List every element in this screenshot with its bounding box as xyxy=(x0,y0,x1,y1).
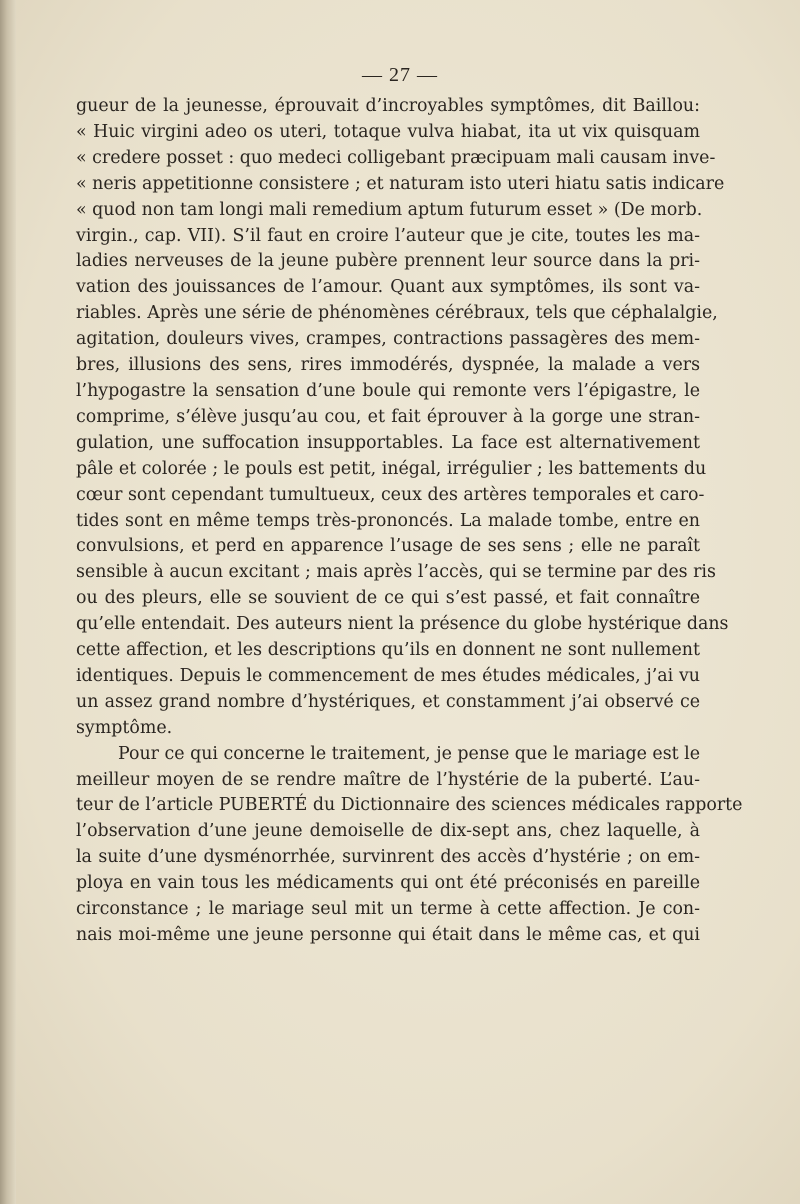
text-line: meilleur moyen de se rendre maître de l’hystérie de la puberté. L’au- xyxy=(76,769,700,790)
text-line: convulsions, et perd en apparence l’usage de ses sens ; elle ne paraît xyxy=(76,536,700,557)
text-line: cette affection, et les descriptions qu’ils en donnent ne sont nullement xyxy=(76,640,700,661)
text-line: l’observation d’une jeune demoiselle de dix-sept ans, chez laquelle, à xyxy=(76,821,700,842)
text-line: tides sont en même temps très-prononcés. La malade tombe, entre en xyxy=(76,510,700,531)
text-line: gulation, une suffocation insupportables. La face est alternativement xyxy=(76,432,700,453)
text-line: « Huic virgini adeo os uteri, totaque vulva hiabat, ita ut vix quisquam xyxy=(76,121,700,142)
text-line: « credere posset : quo medeci colligebant præcipuam mali causam inve- xyxy=(76,147,716,168)
text-line: qu’elle entendait. Des auteurs nient la présence du globe hystérique dans xyxy=(76,614,729,635)
text-line: symptôme. xyxy=(76,717,173,738)
text-line: sensible à aucun excitant ; mais après l’accès, qui se termine par des ris xyxy=(76,562,716,583)
text-line: nais moi-même une jeune personne qui était dans le même cas, et qui xyxy=(76,925,700,945)
text-line: agitation, douleurs vives, crampes, contractions passagères des mem- xyxy=(76,329,700,350)
text-line: la suite d’une dysménorrhée, survinrent des accès d’hystérie ; on em- xyxy=(76,847,700,868)
text-line: « neris appetitionne consistere ; et naturam isto uteri hiatu satis indicare xyxy=(76,173,725,194)
text-line: cœur sont cependant tumultueux, ceux des artères temporales et caro- xyxy=(76,484,705,505)
text-line: teur de l’article PUBERTÉ du Dictionnaire des sciences médicales rapporte xyxy=(76,795,743,816)
text-line: ladies nerveuses de la jeune pubère prennent leur source dans la pri- xyxy=(76,251,700,272)
text-line: un assez grand nombre d’hystériques, et constamment j’ai observé ce xyxy=(76,691,700,712)
text-line: pâle et colorée ; le pouls est petit, inégal, irrégulier ; les battements du xyxy=(76,458,707,479)
text-line: identiques. Depuis le commencement de mes études médicales, j’ai vu xyxy=(76,665,700,686)
text-line: « quod non tam longi mali remedium aptum futurum esset » (De morb. xyxy=(76,199,703,220)
text-line: Pour ce qui concerne le traitement, je pense que le mariage est le xyxy=(118,743,700,764)
text-line: ou des pleurs, elle se souvient de ce qui s’est passé, et fait connaître xyxy=(76,588,700,609)
page-binding-edge xyxy=(0,0,16,1204)
text-line: l’hypogastre la sensation d’une boule qui remonte vers l’épigastre, le xyxy=(76,380,700,401)
text-line: ploya en vain tous les médicaments qui ont été préconisés en pareille xyxy=(76,873,700,894)
text-line: circonstance ; le mariage seul mit un terme à cette affection. Je con- xyxy=(76,899,700,920)
text-line: comprime, s’élève jusqu’au cou, et fait éprouver à la gorge une stran- xyxy=(76,406,700,427)
text-line: riables. Après une série de phénomènes cérébraux, tels que céphalalgie, xyxy=(76,303,718,324)
text-line: gueur de la jeunesse, éprouvait d’incroyables symptômes, dit Baillou: xyxy=(76,96,700,116)
text-line: bres, illusions des sens, rires immodérés, dyspnée, la malade a vers xyxy=(76,355,700,376)
body-text xyxy=(76,94,743,949)
text-line: vation des jouissances de l’amour. Quant aux symptômes, ils sont va- xyxy=(76,277,700,298)
text-line: virgin., cap. VII). S’il faut en croire l’auteur que je cite, toutes les ma- xyxy=(76,225,700,246)
page-number: — 27 — xyxy=(362,64,438,86)
